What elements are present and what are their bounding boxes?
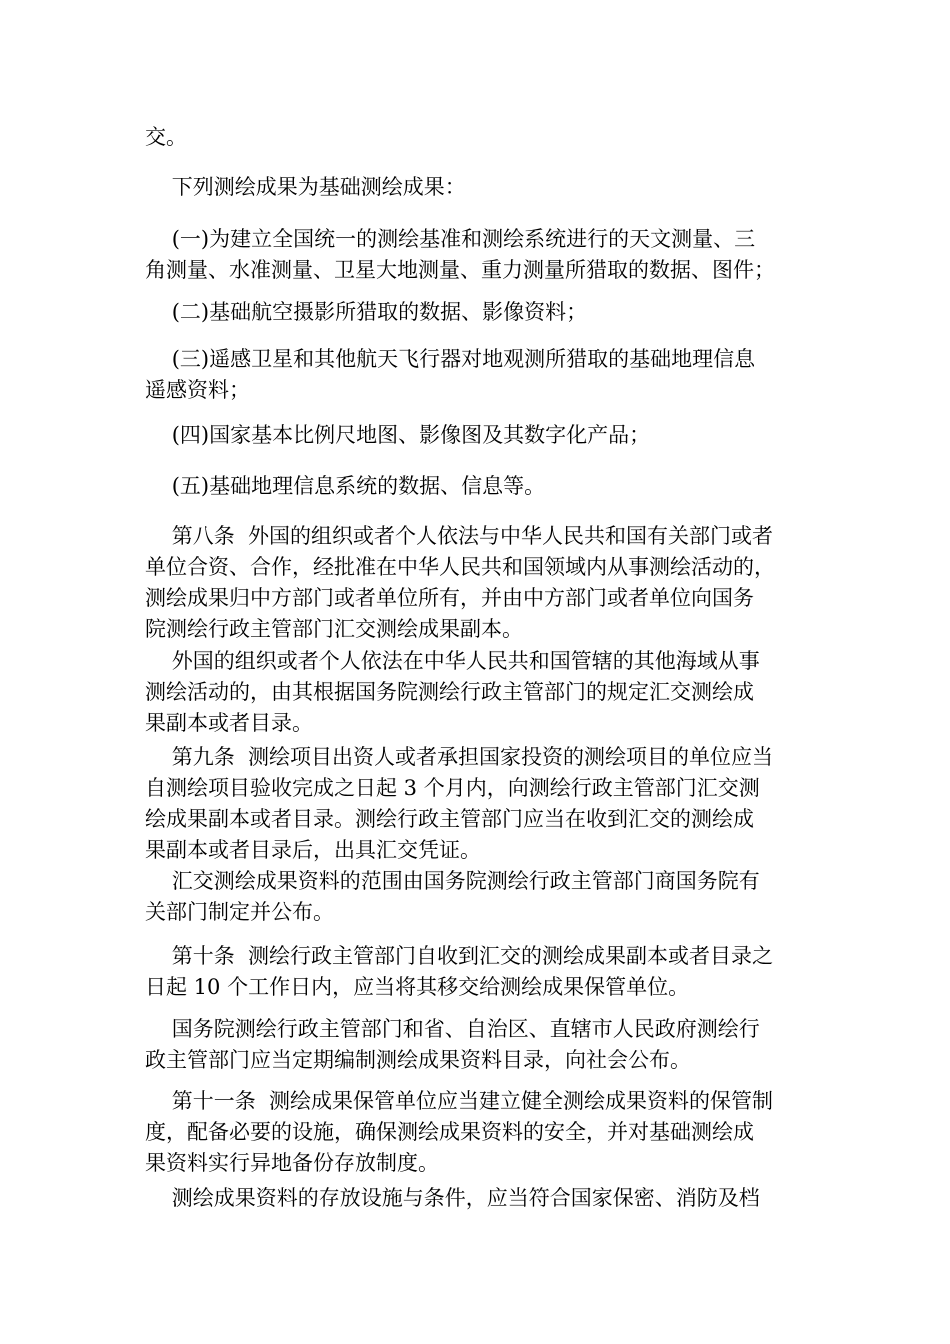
paragraph-basic-results-intro: 下列测绘成果为基础测绘成果： [145,175,466,199]
paragraph-article-8: 第八条 外国的组织或者个人依法与中华人民共和国有关部门或者 单位合资、合作，经批准在中华人民共和国领域内从事测绘活动的， 测绘成果归中方部门或者单位所有，并由中方部门或者单位向国务 院测绘行政主管部门汇交测绘成果副本。 [145,524,775,641]
paragraph-article-9: 第九条 测绘项目出资人或者承担国家投资的测绘项目的单位应当 自测绘项目验收完成之日起 3 个月内，向测绘行政主管部门汇交测 绘成果副本或者目录。测绘行政主管部门应当在收到汇交的测绘成 果副本或者目录后，出具汇交凭证。 [145,745,774,862]
paragraph-item-3: (三)遥感卫星和其他航天飞行器对地观测所猎取的基础地理信息 遥感资料； [145,347,756,402]
paragraph-article-9-second: 汇交测绘成果资料的范围由国务院测绘行政主管部门商国务院有 关部门制定并公布。 [145,869,760,924]
paragraph-article-8-second: 外国的组织或者个人依法在中华人民共和国管辖的其他海域从事 测绘活动的，由其根据国务院测绘行政主管部门的规定汇交测绘成 果副本或者目录。 [145,649,760,735]
paragraph-article-11: 第十一条 测绘成果保管单位应当建立健全测绘成果资料的保管制 度，配备必要的设施，确保测绘成果资料的安全，并对基础测绘成 果资料实行异地备份存放制度。 [145,1089,774,1175]
paragraph-article-11-second: 测绘成果资料的存放设施与条件，应当符合国家保密、消防及档 [145,1186,760,1210]
paragraph-item-2: (二)基础航空摄影所猎取的数据、影像资料； [145,300,588,324]
paragraph-continuation: 交。 [145,125,187,149]
paragraph-item-1: (一)为建立全国统一的测绘基准和测绘系统进行的天文测量、三 角测量、水准测量、卫星大地测量、重力测量所猎取的数据、图件； [145,227,775,282]
paragraph-article-10-second: 国务院测绘行政主管部门和省、自治区、直辖市人民政府测绘行 政主管部门应当定期编制测绘成果资料目录，向社会公布。 [145,1017,760,1072]
paragraph-article-10: 第十条 测绘行政主管部门自收到汇交的测绘成果副本或者目录之 日起 10 个工作日内，应当将其移交给测绘成果保管单位。 [145,944,774,999]
paragraph-item-4: (四)国家基本比例尺地图、影像图及其数字化产品； [145,423,651,447]
paragraph-item-5: (五)基础地理信息系统的数据、信息等。 [145,474,546,498]
